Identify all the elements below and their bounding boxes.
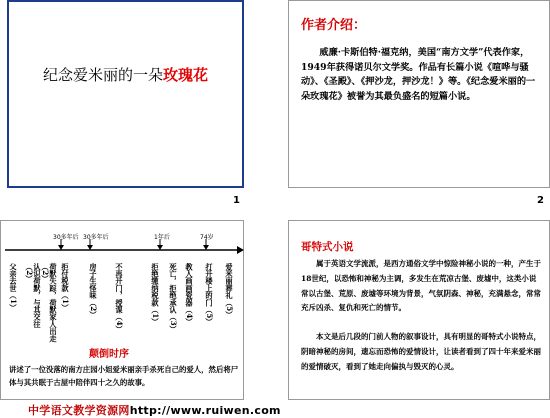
timeline-event: 父亲去世（1） <box>9 263 18 312</box>
timeline-date: 74岁 <box>200 234 214 241</box>
timeline-event: 拒付税款（1） <box>61 263 70 312</box>
slide-title[interactable] <box>7 0 244 188</box>
timeline-event: 荷默失踪，荷默家人出走（2） <box>41 263 58 343</box>
slide-author-intro[interactable] <box>288 0 550 188</box>
timeline-event: 不再开门，授课（4） <box>115 263 124 333</box>
gothic-heading: 哥特式小说 <box>301 241 354 253</box>
timeline-caption: 讲述了一位没落的南方庄园小姐爱米丽亲手杀死自己的爱人，然后将尸体与其共眠于古屋中陪伴四十之久的故事。 <box>9 365 239 387</box>
slide-title-text <box>9 64 242 85</box>
gothic-paragraph-1: 属于英语文学流派，是西方通俗文学中惊险神秘小说的一种，产生于18世纪，以恐怖和神秘为主调，多发生在荒凉古堡、废墟中，这类小说常以古堡、荒原、废墟等环境为背景，气氛阴森、神秘，充满悬念，常常充斥凶杀、复仇和死亡的情节。 <box>301 259 541 313</box>
footer-site-name: 中学语文教学资源网 <box>28 404 130 417</box>
footer-watermark <box>28 402 281 418</box>
timeline-event: 打开楼上的门（5） <box>205 263 214 326</box>
timeline-date: 30多年后 <box>83 234 109 241</box>
slide-gothic-novel[interactable] <box>288 220 550 400</box>
author-heading: 作者介绍： <box>301 18 367 33</box>
author-body: 威廉·卡斯伯特·福克纳，美国“南方文学”代表作家，1949年获得诺贝尔文学奖。作品有长篇小说《喧哗与骚动》、《圣殿》、《押沙龙，押沙龙！》等。《纪念爱米丽的一朵玫瑰花》被誉为其最负盛名的短篇小说。 <box>301 47 536 102</box>
timeline-date: 30多年后 <box>53 234 79 241</box>
timeline-event: 房子生怪味（2） <box>89 263 98 319</box>
title-highlight: 玫瑰花 <box>163 66 209 84</box>
timeline-heading: 颠倒时序 <box>89 349 129 360</box>
footer-url: http://www.ruiwen.com <box>129 404 281 417</box>
timeline-event: 教人画画瓷器（4） <box>185 263 194 326</box>
page-number-1: 1 <box>233 195 240 206</box>
timeline-event: 爱米丽葬礼（5） <box>225 263 234 319</box>
timeline-event: 死亡，拒绝承认（3） <box>169 263 178 333</box>
slide-timeline[interactable] <box>0 220 244 400</box>
gothic-paragraph-2: 本文是后几段的门前人物的叙事设计，具有明显的哥特式小说特点，阴暗神秘的房间，遗忘而恐怖的爱情设计，让读者看到了四十年来爱米丽的爱情破灭，看到了她走向偏执与毁灭的心灵。 <box>301 332 541 371</box>
timeline-date: 1年后 <box>154 234 170 241</box>
timeline-event: 拒绝缴纳税款（1） <box>151 263 160 326</box>
title-prefix: 纪念爱米丽的一朵 <box>42 66 163 84</box>
timeline-event: 认识荷默，与其交往（2） <box>25 263 42 328</box>
page-number-2: 2 <box>537 195 544 206</box>
